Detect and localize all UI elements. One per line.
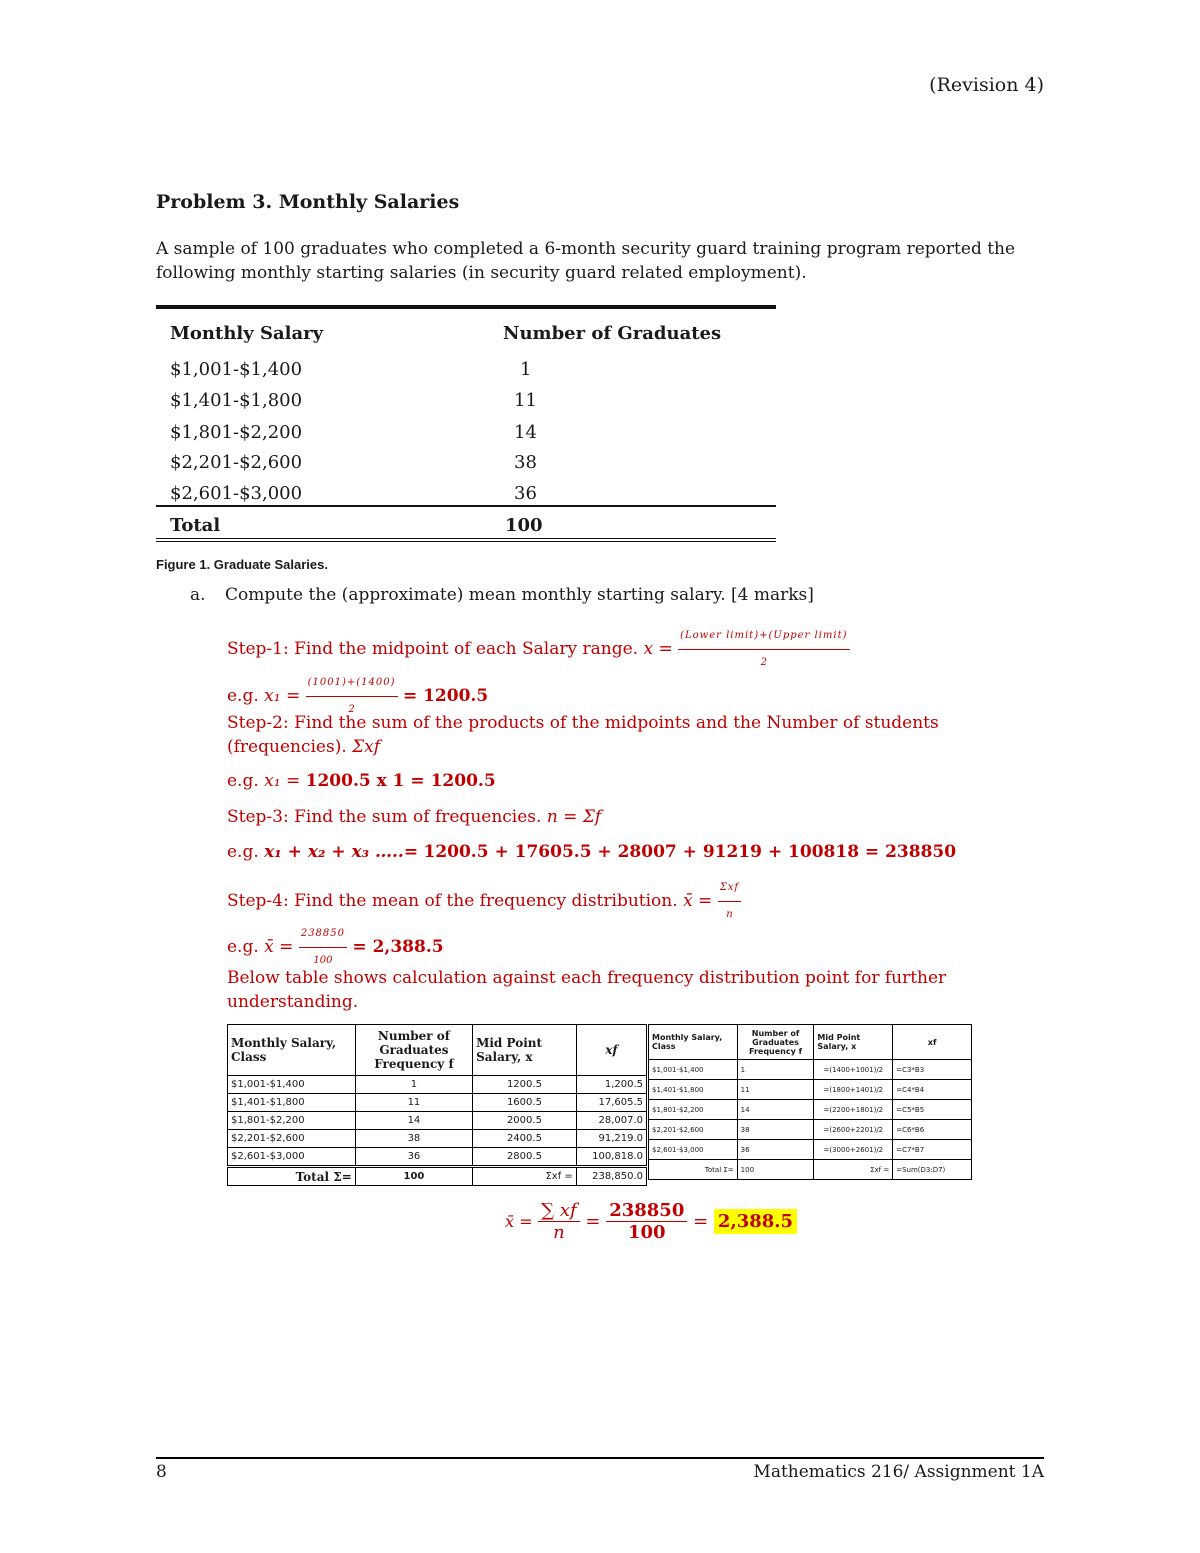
- calc-total-xf-label: Σxf =: [473, 1167, 577, 1186]
- col-header-salary: Monthly Salary: [170, 323, 324, 344]
- step-3-text: Step-3: Find the sum of frequencies.: [227, 807, 542, 827]
- formula-cell-freq: 11: [737, 1080, 814, 1100]
- formula-header-freq: Number of Graduates Frequency f: [737, 1025, 814, 1060]
- example-1-result: = 1200.5: [402, 686, 489, 706]
- example-3: [227, 840, 956, 864]
- step-2-text: Step-2: Find the sum of the products of the midpoints and the Number of students (frequencies).: [227, 713, 939, 757]
- example-4-prefix: e.g.: [227, 937, 259, 957]
- formula-cell-xf: =C3*B3: [893, 1060, 972, 1080]
- step-2: [227, 711, 987, 759]
- calc-total-freq: 100: [355, 1167, 472, 1186]
- question-text: Compute the (approximate) mean monthly starting salary. [4 marks]: [224, 585, 814, 605]
- formula-cell-class: $1,801-$2,200: [649, 1100, 738, 1120]
- step-2-symbol: Σxf: [352, 737, 381, 757]
- step-1-text: Step-1: Find the midpoint of each Salary range.: [227, 639, 639, 659]
- question-letter: a.: [190, 585, 206, 605]
- calc-header-mid: Mid Point Salary, x: [473, 1025, 577, 1076]
- calc-cell-xf: 1,200.5: [576, 1076, 646, 1094]
- formula-cell-freq: 14: [737, 1100, 814, 1120]
- example-4-numerator: 238850: [299, 922, 347, 948]
- formula-cell-xf: =C7*B7: [893, 1140, 972, 1160]
- calc-cell-class: $2,601-$3,000: [228, 1148, 356, 1167]
- step-4: [227, 876, 741, 927]
- example-1-denominator: 2: [348, 704, 355, 715]
- final-numerator-1: ∑ xf: [538, 1200, 579, 1222]
- calc-cell-mid: 2400.5: [473, 1130, 577, 1148]
- step-3-symbol: n = Σf: [546, 807, 602, 827]
- example-2-prefix: e.g.: [227, 771, 259, 791]
- calc-cell-mid: 1200.5: [473, 1076, 577, 1094]
- example-2: [227, 769, 496, 793]
- calc-header-xf: xf: [576, 1025, 646, 1076]
- question-a: [190, 585, 814, 605]
- table-row: [228, 1130, 647, 1148]
- table-total-rule: [156, 505, 776, 507]
- calc-cell-xf: 91,219.0: [576, 1130, 646, 1148]
- table-row: [649, 1120, 972, 1140]
- page-number: 8: [156, 1462, 167, 1482]
- formula-cell-mid: =(3000+2601)/2: [814, 1140, 893, 1160]
- table-row-count: 1: [520, 359, 532, 380]
- calc-total-row: [228, 1167, 647, 1186]
- calc-cell-mid: 2800.5: [473, 1148, 577, 1167]
- calc-total-xf: 238,850.0: [576, 1167, 646, 1186]
- formula-cell-freq: 36: [737, 1140, 814, 1160]
- formula-cell-freq: 38: [737, 1120, 814, 1140]
- step-4-numerator: Σxf: [718, 876, 741, 902]
- example-2-expr: 1200.5 x 1 = 1200.5: [305, 771, 496, 791]
- formula-total-label: Total Σ=: [649, 1160, 738, 1180]
- example-4-result: = 2,388.5: [352, 937, 444, 957]
- calc-cell-freq: 36: [355, 1148, 472, 1167]
- calc-cell-class: $1,801-$2,200: [228, 1112, 356, 1130]
- formula-cell-class: $2,201-$2,600: [649, 1120, 738, 1140]
- table-total-label: Total: [170, 515, 221, 536]
- table-bottom-rule-2: [156, 541, 776, 542]
- example-3-prefix: e.g.: [227, 842, 259, 862]
- calc-cell-freq: 1: [355, 1076, 472, 1094]
- table-row-count: 14: [514, 422, 537, 443]
- formula-cell-xf: =C4*B4: [893, 1080, 972, 1100]
- step-3: [227, 805, 601, 829]
- calc-header-salary: Monthly Salary, Class: [228, 1025, 356, 1076]
- final-fraction-1: [538, 1200, 579, 1243]
- table-row-salary: $1,401-$1,800: [170, 390, 303, 411]
- example-4-denominator: 100: [313, 955, 333, 966]
- example-3-var: x₁ + x₂ + x₃ …..=: [264, 842, 419, 862]
- table-row: [649, 1140, 972, 1160]
- formula-cell-class: $1,001-$1,400: [649, 1060, 738, 1080]
- table-row-salary: $2,601-$3,000: [170, 483, 303, 504]
- step-4-text: Step-4: Find the mean of the frequency distribution.: [227, 891, 678, 911]
- final-equals-2: =: [693, 1211, 709, 1232]
- formula-total-xf: =Sum(D3:D7): [893, 1160, 972, 1180]
- formula-cell-xf: =C6*B6: [893, 1120, 972, 1140]
- final-equals-1: =: [585, 1211, 601, 1232]
- formula-header-salary: Monthly Salary, Class: [649, 1025, 738, 1060]
- problem-intro: A sample of 100 graduates who completed a 6-month security guard training program reported the following monthly starting salaries (in security guard related employment).: [156, 239, 1016, 283]
- table-row: [228, 1148, 647, 1167]
- step-4-denominator: n: [726, 909, 733, 920]
- revision-label: (Revision 4): [929, 74, 1044, 96]
- example-3-expr: 1200.5 + 17605.5 + 28007 + 91219 + 100818 = 238850: [423, 842, 957, 862]
- table-top-rule: [156, 305, 776, 309]
- table-row: [228, 1094, 647, 1112]
- calc-cell-xf: 28,007.0: [576, 1112, 646, 1130]
- formula-table: [648, 1024, 972, 1180]
- calc-cell-xf: 17,605.5: [576, 1094, 646, 1112]
- calc-cell-class: $2,201-$2,600: [228, 1130, 356, 1148]
- formula-total-row: [649, 1160, 972, 1180]
- formula-cell-mid: =(1800+1401)/2: [814, 1080, 893, 1100]
- example-2-var: x₁ =: [264, 771, 301, 791]
- formula-total-xf-label: Σxf =: [814, 1160, 893, 1180]
- step-1-numerator: (Lower limit)+(Upper limit): [678, 624, 849, 650]
- table-row: [228, 1076, 647, 1094]
- step-1: [227, 624, 850, 675]
- calc-header-freq: Number of Graduates Frequency f: [355, 1025, 472, 1076]
- example-4-var: x̄ =: [264, 937, 294, 957]
- col-header-graduates: Number of Graduates: [503, 323, 722, 344]
- calc-cell-freq: 11: [355, 1094, 472, 1112]
- formula-header-mid: Mid Point Salary, x: [814, 1025, 893, 1060]
- table-row-salary: $1,801-$2,200: [170, 422, 303, 443]
- formula-total-freq: 100: [737, 1160, 814, 1180]
- table-row-salary: $1,001-$1,400: [170, 359, 303, 380]
- step-1-denominator: 2: [760, 657, 767, 668]
- step-1-fraction: [678, 624, 849, 675]
- table-row: [228, 1112, 647, 1130]
- step-4-fraction: [718, 876, 741, 927]
- table-bottom-rule-1: [156, 538, 776, 539]
- calc-cell-freq: 14: [355, 1112, 472, 1130]
- final-fraction-2: [606, 1200, 687, 1243]
- formula-cell-xf: =C5*B5: [893, 1100, 972, 1120]
- course-label: Mathematics 216/ Assignment 1A: [753, 1462, 1044, 1482]
- calc-total-label: Total Σ=: [228, 1167, 356, 1186]
- table-row: [649, 1100, 972, 1120]
- calc-cell-freq: 38: [355, 1130, 472, 1148]
- formula-cell-class: $2,601-$3,000: [649, 1140, 738, 1160]
- example-1-var: x₁ =: [264, 686, 301, 706]
- table-row-salary: $2,201-$2,600: [170, 452, 303, 473]
- formula-cell-class: $1,401-$1,800: [649, 1080, 738, 1100]
- formula-cell-mid: =(2600+2201)/2: [814, 1120, 893, 1140]
- calc-table: [227, 1024, 647, 1186]
- example-1-numerator: (1001)+(1400): [306, 671, 398, 697]
- below-table-text: Below table shows calculation against each frequency distribution point for further understanding.: [227, 968, 947, 1012]
- table-row: [649, 1060, 972, 1080]
- table-row: [649, 1080, 972, 1100]
- footer-rule: [156, 1457, 1044, 1459]
- table-row-count: 36: [514, 483, 537, 504]
- table-row-count: 38: [514, 452, 537, 473]
- problem-title: Problem 3. Monthly Salaries: [156, 191, 460, 213]
- table-row-count: 11: [514, 390, 537, 411]
- step-1-var: x =: [643, 639, 673, 659]
- figure-caption: Figure 1. Graduate Salaries.: [156, 557, 328, 572]
- calc-cell-mid: 2000.5: [473, 1112, 577, 1130]
- formula-cell-freq: 1: [737, 1060, 814, 1080]
- final-mean-formula: [505, 1200, 797, 1243]
- calc-cell-class: $1,401-$1,800: [228, 1094, 356, 1112]
- formula-cell-mid: =(1400+1001)/2: [814, 1060, 893, 1080]
- final-numerator-2: 238850: [606, 1200, 687, 1222]
- calc-cell-xf: 100,818.0: [576, 1148, 646, 1167]
- final-denominator-1: n: [553, 1222, 565, 1243]
- calc-cell-class: $1,001-$1,400: [228, 1076, 356, 1094]
- step-4-var: x̄ =: [683, 891, 713, 911]
- final-result: 2,388.5: [714, 1209, 797, 1234]
- final-lhs: x̄ =: [505, 1212, 533, 1231]
- table-total-value: 100: [505, 515, 543, 536]
- example-1-prefix: e.g.: [227, 686, 259, 706]
- formula-cell-mid: =(2200+1801)/2: [814, 1100, 893, 1120]
- calc-cell-mid: 1600.5: [473, 1094, 577, 1112]
- formula-header-xf: xf: [893, 1025, 972, 1060]
- final-denominator-2: 100: [627, 1222, 666, 1243]
